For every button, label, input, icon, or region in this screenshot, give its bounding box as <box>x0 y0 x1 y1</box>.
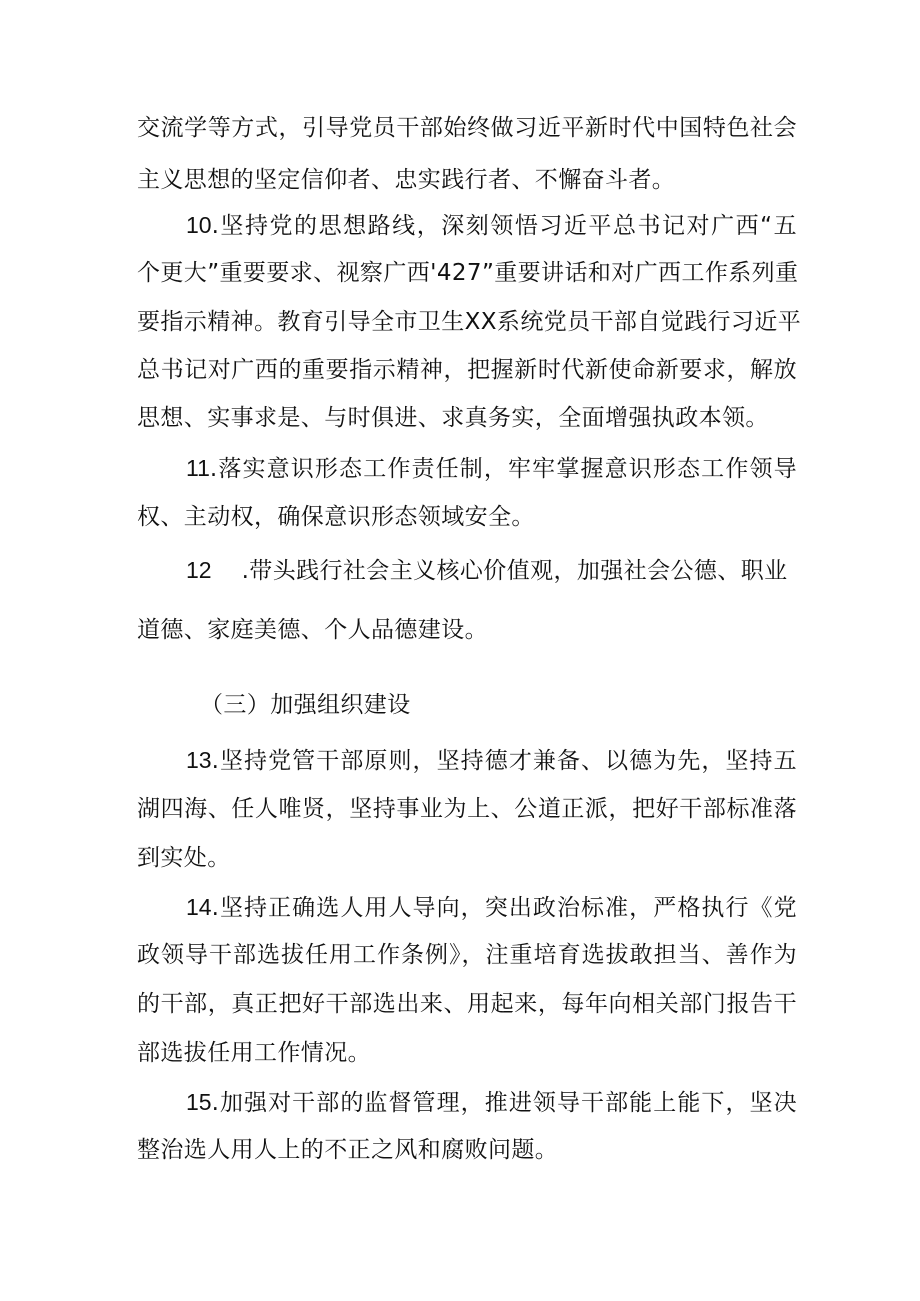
paragraph-10-first-line <box>186 205 797 245</box>
paragraph-text: .落实意识形态工作责任制，牢牢掌握意识形态工作领导 <box>209 456 797 482</box>
paragraph-14-first-line <box>186 887 797 927</box>
paragraph-text: .加强对干部的监督管理，推进领导干部能上能下，坚决 <box>211 1090 797 1116</box>
paragraph-line: 湖四海、任人唯贤，坚持事业为上、公道正派，把好干部标准落 <box>137 796 797 822</box>
item-number: 12 <box>186 557 212 583</box>
paragraph-12-first-line <box>186 550 797 590</box>
paragraph-line: 道德、家庭美德、个人品德建设。 <box>137 617 488 643</box>
item-number: 10 <box>186 212 212 238</box>
paragraph-line: 部选拔任用工作情况。 <box>137 1040 371 1066</box>
item-number: 14 <box>186 894 212 920</box>
paragraph-15-first-line <box>186 1082 797 1122</box>
item-number: 15 <box>186 1089 212 1115</box>
paragraph-text: .带头践行社会主义核心价值观，加强社会公德、职业 <box>241 558 788 584</box>
paragraph-line: 到实处。 <box>137 845 231 871</box>
item-number: 11 <box>186 455 210 481</box>
paragraph-11-first-line <box>186 448 797 488</box>
paragraph-line: 思想、实事求是、与时俱进、求真务实，全面增强执政本领。 <box>137 405 769 431</box>
paragraph-line: 权、主动权，确保意识形态领域安全。 <box>137 504 535 530</box>
item-number: 13 <box>186 747 212 773</box>
paragraph-line: 的干部，真正把好干部选出来、用起来，每年向相关部门报告干 <box>137 991 797 1017</box>
paragraph-line: 交流学等方式，引导党员干部始终做习近平新时代中国特色社会 <box>137 115 797 141</box>
paragraph-line: 整治选人用人上的不正之风和腐败问题。 <box>137 1137 559 1163</box>
paragraph-text: .坚持党管干部原则，坚持德才兼备、以德为先，坚持五 <box>211 748 797 774</box>
paragraph-line: 个更大”重要要求、视察广西'427”重要讲话和对广西工作系列重 <box>137 260 799 286</box>
paragraph-13-first-line <box>186 740 797 780</box>
paragraph-text: .坚持党的思想路线，深刻领悟习近平总书记对广西“五 <box>211 213 797 239</box>
section-heading: （三）加强组织建设 <box>200 692 411 718</box>
paragraph-text: .坚持正确选人用人导向，突出政治标准，严格执行《党 <box>211 895 797 921</box>
paragraph-line: 主义思想的坚定信仰者、忠实践行者、不懈奋斗者。 <box>137 167 676 193</box>
paragraph-line: 总书记对广西的重要指示精神，把握新时代新使命新要求，解放 <box>137 357 797 383</box>
paragraph-line: 要指示精神。教育引导全市卫生XX系统党员干部自觉践行习近平 <box>137 309 802 335</box>
paragraph-line: 政领导干部选拔任用工作条例》，注重培育选拔敢担当、善作为 <box>137 942 797 968</box>
